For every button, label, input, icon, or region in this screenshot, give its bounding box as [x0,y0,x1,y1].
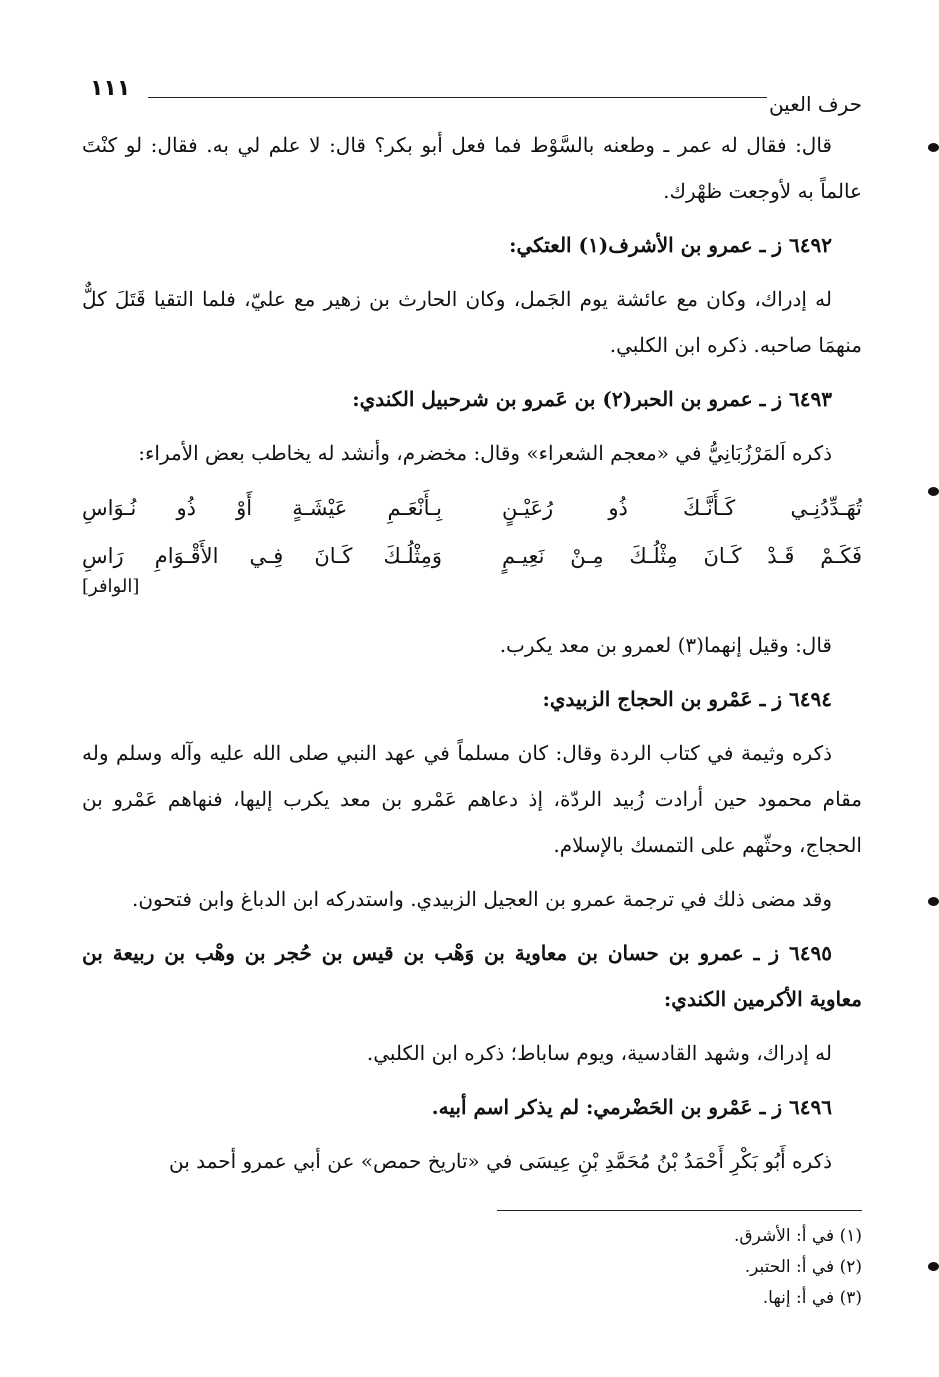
footnote: (١) في أ: الأشرق. [733,1226,862,1246]
poem-meter: [الوافر] [82,576,140,597]
verse-first-hemistich: تُهَـدِّدُنِـي كَـأَنَّـكَ ذُو رُعَيْـنٍ [502,496,862,520]
paragraph: له إدراك، وشهد القادسية، ويوم ساباط؛ ذكره ابن الكلبي. [366,1041,832,1065]
paragraph: قال: فقال له عمر ـ وطعنه بالسَّوْط فما فعل أبو بكر؟ قال: لا علم لي به. فقال: لو كنْتَ عالماً به لأوجعت ظهْرك. [82,133,862,203]
entry-heading-6492: ٦٤٩٢ ز ـ عمرو بن الأشرف(١) العتكي: [509,233,832,257]
entry-heading-6495: ٦٤٩٥ ز ـ عمرو بن حسان بن معاوية بن وَهْب بن قيس بن حُجر بن وهْب بن ربيعة بن معاوية الأكرمين الكندي: [82,941,862,1011]
entry-heading-6496: ٦٤٩٦ ز ـ عَمْرو بن الحَضْرمي: لم يذكر اسم أبيه. [431,1095,832,1119]
paragraph: ذكره وثيمة في كتاب الردة وقال: كان مسلماً في عهد النبي صلى الله عليه وآله وسلم وله مقام محمود حين أرادت زُبيد الردّة، إذ دعاهم عَمْرو بن معد يكرب إليها، فنهاهم عَمْرو بن الحجاج، وحثّهم على التمسك بالإسلام. [82,741,862,857]
page-number: ١١١ [90,76,131,101]
margin-mark [928,1262,939,1271]
footnote: (٢) في أ: الحتبر. [744,1257,862,1277]
margin-mark [928,897,939,906]
margin-mark [928,143,939,152]
entry-heading-6494: ٦٤٩٤ ز ـ عَمْرو بن الحجاج الزبيدي: [542,687,832,711]
footnotes [82,1221,862,1314]
footnote-rule [497,1210,862,1211]
chapter-title: حرف العين [768,92,862,116]
margin-mark [928,487,939,496]
paragraph: قال: وقيل إنهما(٣) لعمرو بن معد يكرب. [499,633,832,657]
book-page [82,70,862,1314]
paragraph: له إدراك، وكان مع عائشة يوم الجَمل، وكان الحارث بن زهير مع عليّ، فلما التقيا قَتَلَ كلٌّ منهمَا صاحبه. ذكره ابن الكلبي. [82,287,862,357]
footnote: (٣) في أ: إنها. [762,1288,862,1308]
paragraph: ذكره اَلمَرْزُبَانِيُّ في «معجم الشعراء» وقال: مخضرم، وأنشد له يخاطب بعض الأمراء: [138,441,832,465]
verse-second-hemistich: وَمِثْلُـكَ كَـانَ فِـي الأَقْـوَامِ رَاسِ [82,544,442,568]
poem [82,484,862,600]
paragraph: وقد مضى ذلك في ترجمة عمرو بن العجيل الزبيدي. واستدركه ابن الدباغ وابن فتحون. [132,887,832,911]
verse-first-hemistich: فَكَـمْ قَـدْ كَـانَ مِثْلُـكَ مِـنْ نَعِيـمٍ [502,544,862,568]
page-header [82,70,862,122]
paragraph: ذكره أَبُو بَكْرِ أَحْمَدُ بْنُ مُحَمَّدِ بْنِ عِيسَى في «تاريخ حمص» عن أبي عمرو أحمد بن [169,1149,832,1173]
header-rule [148,97,767,98]
entry-heading-6493: ٦٤٩٣ ز ـ عمرو بن الحبر(٢) بن عَمرو بن شرحبيل الكندي: [352,387,832,411]
verse-line [82,532,862,580]
verse-line [82,484,862,532]
verse-second-hemistich: بِـأَنْعَـمِ عَيْشَـةٍ أَوْ ذُو نُـوَاسِ [82,496,442,520]
